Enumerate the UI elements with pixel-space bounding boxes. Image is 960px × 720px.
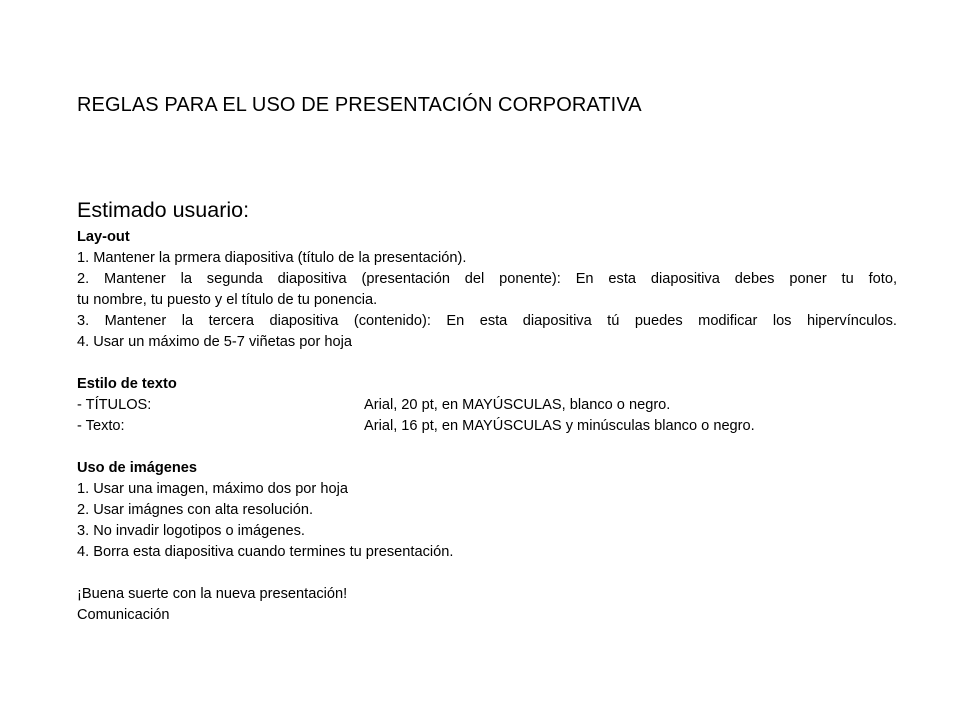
text-style-row <box>77 395 897 416</box>
layout-item: 1. Mantener la prmera diapositiva (título de la presentación). <box>77 250 467 266</box>
images-heading: Uso de imágenes <box>77 460 198 476</box>
layout-item: 3. Mantener la tercera diapositiva (contenido): En esta diapositiva tú puedes modificar los hipervínculos. <box>77 313 897 329</box>
signature: Comunicación <box>77 607 170 623</box>
layout-item: 2. Mantener la segunda diapositiva (presentación del ponente): En esta diapositiva debes poner tu foto, <box>77 271 897 287</box>
slide-body <box>77 195 897 626</box>
text-style-label: - TÍTULOS: <box>77 397 152 413</box>
images-item: 3. No invadir logotipos o imágenes. <box>77 523 305 539</box>
images-item: 4. Borra esta diapositiva cuando termines tu presentación. <box>77 544 454 560</box>
text-style-value: Arial, 20 pt, en MAYÚSCULAS, blanco o negro. <box>364 397 671 413</box>
text-style-row <box>77 416 897 437</box>
spacer <box>77 353 897 374</box>
slide-title: REGLAS PARA EL USO DE PRESENTACIÓN CORPORATIVA <box>77 94 642 116</box>
layout-heading: Lay-out <box>77 229 130 245</box>
images-item: 1. Usar una imagen, máximo dos por hoja <box>77 481 348 497</box>
layout-item: tu nombre, tu puesto y el título de tu ponencia. <box>77 292 378 308</box>
text-style-label: - Texto: <box>77 418 125 434</box>
spacer <box>77 563 897 584</box>
layout-item: 4. Usar un máximo de 5-7 viñetas por hoja <box>77 334 352 350</box>
text-style-heading: Estilo de texto <box>77 376 177 392</box>
closing-message: ¡Buena suerte con la nueva presentación! <box>77 586 348 602</box>
text-style-value: Arial, 16 pt, en MAYÚSCULAS y minúsculas blanco o negro. <box>364 418 755 434</box>
spacer <box>77 437 897 458</box>
images-item: 2. Usar imágnes con alta resolución. <box>77 502 314 518</box>
greeting: Estimado usuario: <box>77 198 250 222</box>
